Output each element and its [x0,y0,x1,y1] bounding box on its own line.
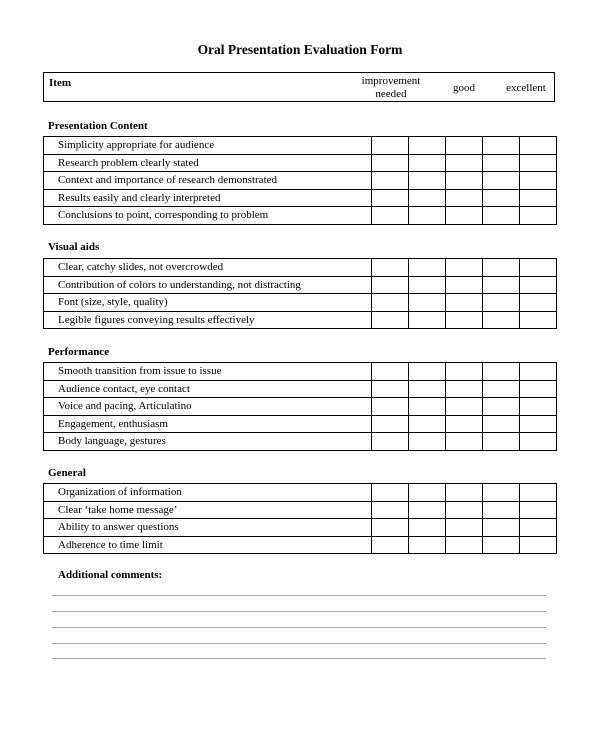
criterion-label: Context and importance of research demonstrated [44,172,372,190]
rating-cell[interactable] [520,415,557,433]
criterion-label: Audience contact, eye contact [44,380,372,398]
rating-cell[interactable] [520,276,557,294]
header-improvement-needed [352,75,430,101]
rating-cell[interactable] [446,519,483,537]
rating-cell[interactable] [409,154,446,172]
rating-cell[interactable] [446,154,483,172]
rating-cell[interactable] [409,311,446,329]
rating-cell[interactable] [409,398,446,416]
rating-cell[interactable] [520,536,557,554]
table-row [44,311,557,329]
rating-cell[interactable] [409,363,446,381]
rating-cell[interactable] [483,259,520,277]
rating-cell[interactable] [409,519,446,537]
rating-cell[interactable] [520,189,557,207]
section-table-presentation-content [43,136,557,225]
rating-cell[interactable] [520,259,557,277]
rating-cell[interactable] [520,433,557,451]
comment-line[interactable] [52,658,546,659]
rating-cell[interactable] [520,380,557,398]
table-row [44,276,557,294]
rating-cell[interactable] [409,536,446,554]
rating-cell[interactable] [483,276,520,294]
table-row [44,519,557,537]
rating-cell[interactable] [520,311,557,329]
form-title: Oral Presentation Evaluation Form [197,42,403,57]
rating-cell[interactable] [372,137,409,155]
rating-cell[interactable] [483,501,520,519]
criterion-label: Results easily and clearly interpreted [44,189,372,207]
table-row [44,137,557,155]
comment-line[interactable] [52,643,546,644]
section-title-visual-aids: Visual aids [48,241,100,253]
criterion-label: Organization of information [44,484,372,502]
table-row [44,484,557,502]
table-row [44,259,557,277]
table-row [44,398,557,416]
criterion-label: Contribution of colors to understanding, not distracting [44,276,372,294]
rating-cell[interactable] [409,484,446,502]
rating-cell[interactable] [446,363,483,381]
header-excellent-label: excellent [506,82,546,94]
rating-cell[interactable] [483,433,520,451]
criterion-label: Clear ‘take home message’ [44,501,372,519]
table-row [44,363,557,381]
rating-cell[interactable] [520,398,557,416]
rating-cell[interactable] [372,294,409,312]
rating-cell[interactable] [446,380,483,398]
rating-cell[interactable] [372,259,409,277]
rating-cell[interactable] [483,137,520,155]
table-row [44,294,557,312]
rating-cell[interactable] [483,536,520,554]
rating-cell[interactable] [372,363,409,381]
rating-cell[interactable] [483,415,520,433]
rating-cell[interactable] [409,501,446,519]
table-row [44,536,557,554]
comment-line[interactable] [52,627,546,628]
rating-cell[interactable] [372,276,409,294]
rating-cell[interactable] [446,501,483,519]
rating-cell[interactable] [372,311,409,329]
table-row [44,501,557,519]
criterion-label: Clear, catchy slides, not overcrowded [44,259,372,277]
rating-cell[interactable] [520,501,557,519]
rating-cell[interactable] [372,398,409,416]
criterion-label: Font (size, style, quality) [44,294,372,312]
rating-cell[interactable] [409,189,446,207]
section-table-visual-aids [43,258,557,329]
section-title-presentation-content: Presentation Content [48,120,148,132]
table-row [44,433,557,451]
rating-cell[interactable] [446,398,483,416]
header-item-label: Item [49,77,71,89]
comment-line[interactable] [52,595,546,596]
rating-cell[interactable] [483,172,520,190]
rating-cell[interactable] [483,519,520,537]
criterion-label: Legible figures conveying results effectively [44,311,372,329]
rating-cell[interactable] [446,536,483,554]
rating-cell[interactable] [520,207,557,225]
table-row [44,154,557,172]
table-row [44,207,557,225]
criterion-label: Body language, gestures [44,433,372,451]
section-table-general [43,483,557,554]
rating-cell[interactable] [409,294,446,312]
rating-cell[interactable] [483,484,520,502]
rating-cell[interactable] [372,484,409,502]
rating-cell[interactable] [483,398,520,416]
rating-cell[interactable] [372,154,409,172]
rating-cell[interactable] [446,276,483,294]
rating-cell[interactable] [446,311,483,329]
table-row [44,415,557,433]
rating-cell[interactable] [446,415,483,433]
rating-cell[interactable] [372,189,409,207]
section-table-performance [43,362,557,451]
rating-cell[interactable] [372,519,409,537]
table-row [44,380,557,398]
additional-comments-label: Additional comments: [58,569,163,581]
rating-cell[interactable] [446,294,483,312]
table-row [44,172,557,190]
rating-cell[interactable] [483,380,520,398]
criterion-label: Smooth transition from issue to issue [44,363,372,381]
rating-cell[interactable] [446,207,483,225]
rating-cell[interactable] [446,172,483,190]
criterion-label: Simplicity appropriate for audience [44,137,372,155]
rating-cell[interactable] [372,172,409,190]
rating-cell[interactable] [446,189,483,207]
rating-cell[interactable] [483,154,520,172]
rating-cell[interactable] [446,137,483,155]
rating-cell[interactable] [520,519,557,537]
rating-cell[interactable] [520,294,557,312]
rating-cell[interactable] [409,172,446,190]
header-improvement-label: improvement [361,75,421,87]
section-title-performance: Performance [48,346,110,358]
rating-cell[interactable] [372,415,409,433]
rating-cell[interactable] [483,189,520,207]
rating-cell[interactable] [409,380,446,398]
rating-cell[interactable] [409,433,446,451]
rating-cell[interactable] [372,207,409,225]
criterion-label: Conclusions to point, corresponding to problem [44,207,372,225]
rating-cell[interactable] [409,415,446,433]
rating-cell[interactable] [520,363,557,381]
criterion-label: Voice and pacing, Articulatino [44,398,372,416]
comment-line[interactable] [52,611,546,612]
rating-cell[interactable] [520,172,557,190]
rating-cell[interactable] [372,501,409,519]
section-title-general: General [48,467,86,479]
rating-cell[interactable] [483,294,520,312]
rating-cell[interactable] [483,311,520,329]
table-row [44,189,557,207]
criterion-label: Engagement, enthusiasm [44,415,372,433]
rating-cell[interactable] [409,207,446,225]
rating-cell[interactable] [483,207,520,225]
rating-cell[interactable] [520,137,557,155]
rating-cell[interactable] [372,433,409,451]
criterion-label: Adherence to time limit [44,536,372,554]
rating-cell[interactable] [409,137,446,155]
rating-cell[interactable] [409,259,446,277]
rating-cell[interactable] [446,484,483,502]
rating-cell[interactable] [483,363,520,381]
rating-cell[interactable] [409,276,446,294]
rating-cell[interactable] [372,380,409,398]
table-header [43,72,555,102]
rating-cell[interactable] [446,433,483,451]
criterion-label: Ability to answer questions [44,519,372,537]
criterion-label: Research problem clearly stated [44,154,372,172]
header-good-label: good [453,82,475,94]
rating-cell[interactable] [520,484,557,502]
rating-cell[interactable] [446,259,483,277]
rating-cell[interactable] [520,154,557,172]
rating-cell[interactable] [372,536,409,554]
header-needed-label: needed [375,88,407,100]
